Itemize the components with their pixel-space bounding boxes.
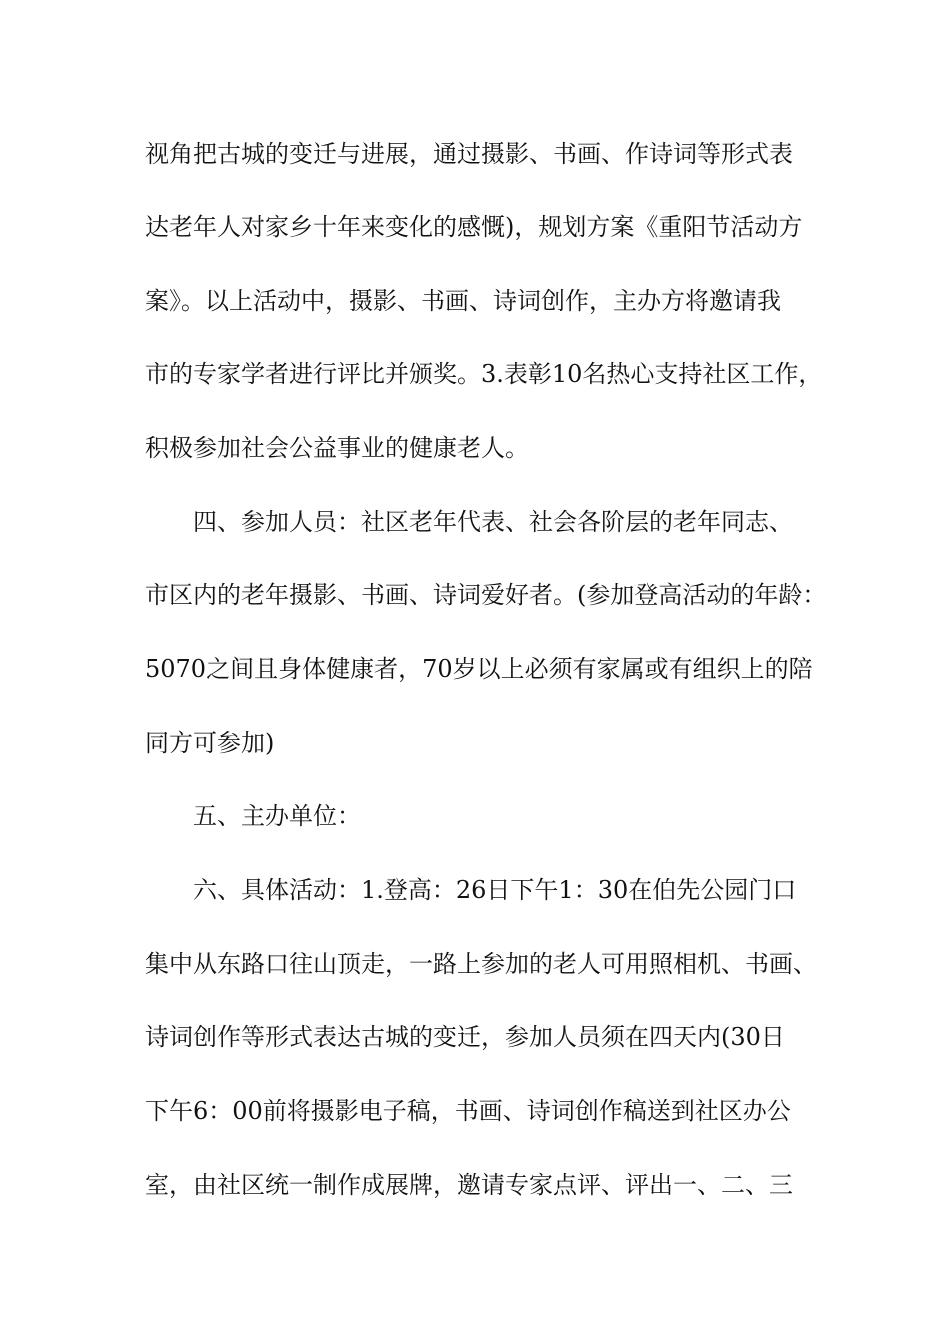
text-line: 诗词创作等形式表达古城的变迁，参加人员须在四天内(30日 [145, 1023, 785, 1051]
text-line: 达老年人对家乡十年来变化的感慨)，规划方案《重阳节活动方 [145, 213, 803, 241]
text-line: 下午6：00前将摄影电子稿，书画、诗词创作稿送到社区办公 [145, 1097, 791, 1125]
paragraph-start-line: 五、主办单位： [193, 802, 361, 830]
paragraph-start-line: 四、参加人员：社区老年代表、社会各阶层的老年同志、 [193, 508, 793, 536]
text-line: 积极参加社会公益事业的健康老人。 [145, 434, 529, 462]
text-line: 集中从东路口往山顶走，一路上参加的老人可用照相机、书画、 [145, 950, 817, 978]
text-line: 5070之间且身体健康者，70岁以上必须有家属或有组织上的陪 [145, 655, 813, 683]
paragraph-start-line: 六、具体活动：1.登高：26日下午1：30在伯先公园门口 [193, 876, 797, 904]
text-line: 案》。以上活动中，摄影、书画、诗词创作，主办方将邀请我 [145, 287, 781, 315]
text-line: 市的专家学者进行评比并颁奖。3.表彰10名热心支持社区工作， [145, 360, 823, 388]
text-line: 视角把古城的变迁与进展，通过摄影、书画、作诗词等形式表 [145, 140, 793, 168]
text-line: 同方可参加) [145, 729, 275, 757]
text-line: 室，由社区统一制作成展牌，邀请专家点评、评出一、二、三 [145, 1171, 793, 1199]
text-line: 市区内的老年摄影、书画、诗词爱好者。(参加登高活动的年龄： [145, 581, 827, 609]
